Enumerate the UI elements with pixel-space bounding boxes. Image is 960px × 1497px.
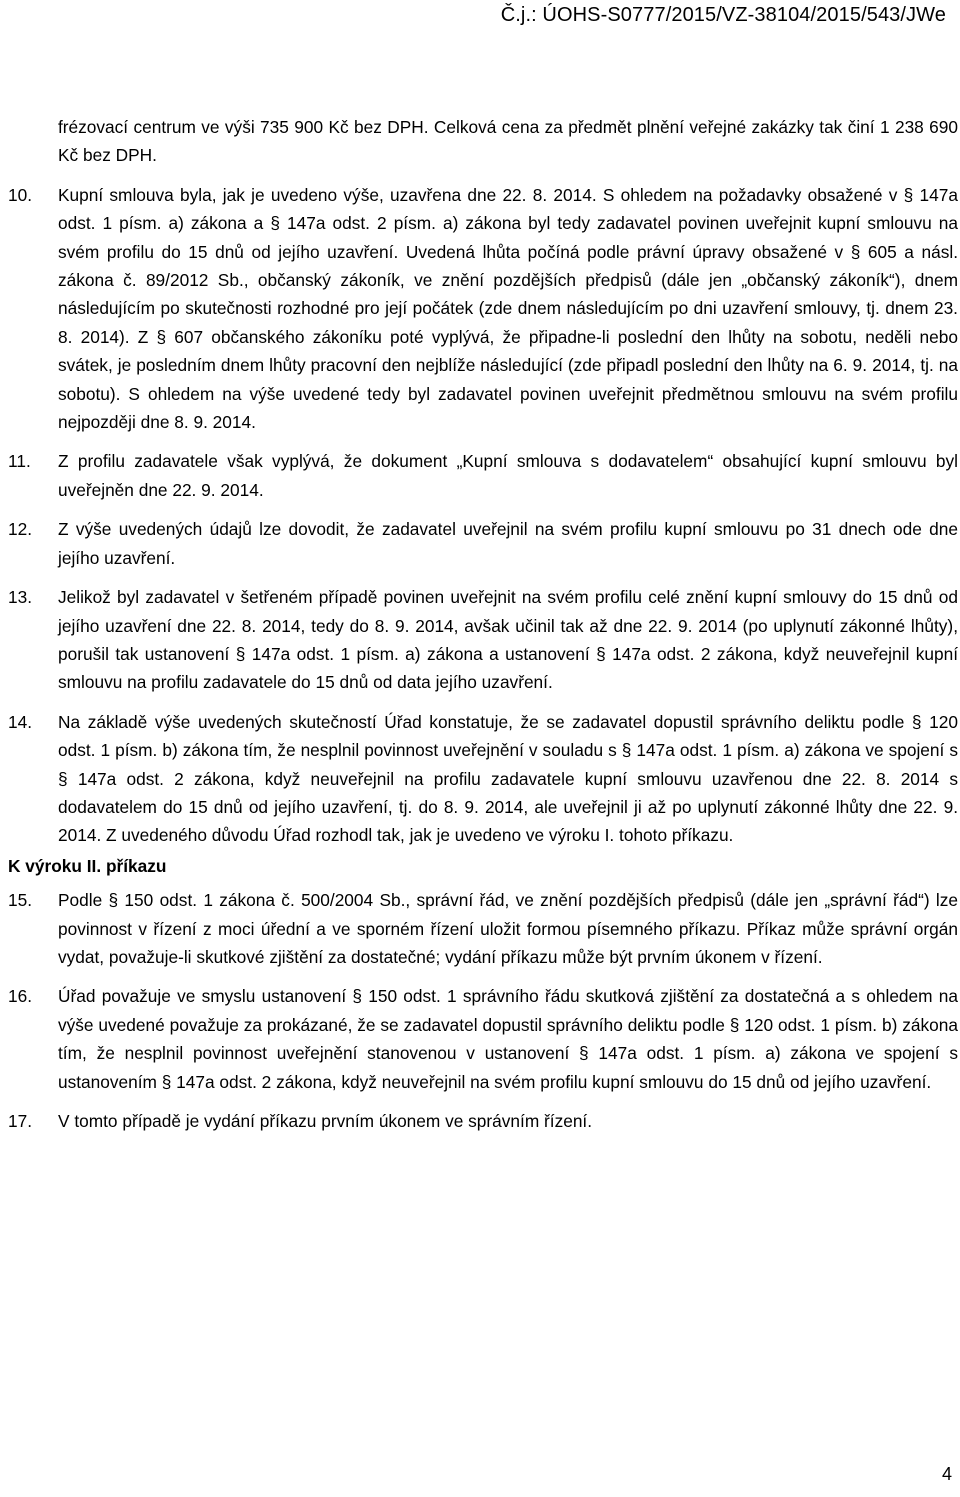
paragraph-11: [8, 447, 958, 504]
paragraph-text: Kupní smlouva byla, jak je uvedeno výše, uzavřena dne 22. 8. 2014. S ohledem na požadavky obsažené v § 147a odst. 1 písm. a) zákona a § 147a odst. 2 písm. a) zákona byl tedy zadavatel povinen uveřejnit kupní smlouvu na svém profilu do 15 dnů od jejího uzavření. Uvedená lhůta počíná podle právní úpravy obsažené v § 605 a násl. zákona č. 89/2012 Sb., občanský zákoník, ve znění pozdějších předpisů (dále jen „občanský zákoník“), dnem následujícím po skutečnosti rozhodné pro její počátek (zde dnem následujícím po dni uzavření smlouvy, tj. dnem 23. 8. 2014). Z § 607 občanského zákoníku poté vyplývá, že připadne-li poslední den lhůty na sobotu, neděli nebo svátek, je posledním dnem lhůty pracovní den nejblíže následující (zde připadl poslední den lhůty na 6. 9. 2014, tj. na sobotu). S ohledem na výše uvedené tedy byl zadavatel povinen uveřejnit předmětnou smlouvu na svém profilu nejpozději dne 8. 9. 2014.: [58, 184, 958, 433]
intro-paragraph: frézovací centrum ve výši 735 900 Kč bez DPH. Celková cena za předmět plnění veřejné zakázky tak činí 1 238 690 Kč bez DPH.: [58, 117, 958, 166]
paragraph-number: 17.: [8, 1111, 33, 1131]
paragraph-14: [8, 708, 958, 850]
paragraph-text: Podle § 150 odst. 1 zákona č. 500/2004 Sb., správní řád, ve znění pozdějších předpisů (dále jen „správní řád“) lze povinnost v řízení z moci úřední a ve sporném řízení uložit formou písemného příkazu. Příkaz může správní orgán vydat, považuje-li skutkové zjištění za dostatečné; vydání příkazu může být prvním úkonem v řízení.: [58, 890, 958, 967]
paragraph-text: Jelikož byl zadavatel v šetřeném případě povinen uveřejnit na svém profilu celé znění kupní smlouvy do 15 dnů od jejího uzavření dne 22. 8. 2014, tedy do 8. 9. 2014, avšak učinil tak až dne 22. 9. 2014 (po uplynutí zákonné lhůty), porušil tak ustanovení § 147a odst. 1 písm. a) zákona a ustanovení § 147a odst. 2 zákona, když neuveřejnil kupní smlouvu na profilu zadavatele do 15 dnů od data jejího uzavření.: [58, 587, 958, 693]
paragraph-number: 11.: [8, 451, 31, 472]
paragraph-text: Z výše uvedených údajů lze dovodit, že zadavatel uveřejnil na svém profilu kupní smlouvu po 31 dnech ode dne jejího uzavření.: [58, 519, 958, 568]
paragraph-16: [8, 982, 958, 1096]
paragraph-12: [8, 515, 958, 572]
paragraph-number: 12.: [8, 519, 33, 540]
paragraph-number: 16.: [8, 986, 33, 1007]
document-body: [8, 113, 958, 1146]
paragraph-text: Úřad považuje ve smyslu ustanovení § 150 odst. 1 správního řádu skutková zjištění za dostatečná a s ohledem na výše uvedené považuje za prokázané, že se zadavatel dopustil správního deliktu podle § 120 odst. 1 písm. b) zákona tím, že nesplnil povinnost uveřejnění stanovenou v ustanovení § 147a odst. 1 písm. a) zákona ve spojení s ustanovením § 147a odst. 2 zákona, když neuveřejnil na svém profilu kupní smlouvu do 15 dnů od jejího uzavření.: [58, 986, 958, 1092]
paragraph-number: 13.: [8, 587, 33, 608]
page-number: 4: [941, 1464, 952, 1484]
paragraph-number: 14.: [8, 711, 33, 732]
paragraph-text: V tomto případě je vydání příkazu prvním úkonem ve správním řízení.: [58, 1111, 593, 1131]
paragraph-number: 10.: [8, 184, 33, 205]
section-heading: K výroku II. příkazu: [8, 855, 167, 876]
paragraph-10: [8, 181, 958, 437]
document-reference-header: Č.j.: ÚOHS-S0777/2015/VZ-38104/2015/543/JWe: [500, 4, 946, 26]
paragraph-text: Z profilu zadavatele však vyplývá, že dokument „Kupní smlouva s dodavatelem“ obsahující kupní smlouvu byl uveřejněn dne 22. 9. 2014.: [58, 451, 958, 500]
paragraph-number: 15.: [8, 890, 33, 911]
paragraph-17: [8, 1107, 958, 1135]
paragraph-13: [8, 583, 958, 697]
paragraph-15: [8, 886, 958, 971]
paragraph-text: Na základě výše uvedených skutečností Úřad konstatuje, že se zadavatel dopustil správního deliktu podle § 120 odst. 1 písm. b) zákona tím, že nesplnil povinnost uveřejnění v souladu s § 147a odst. 1 písm. a) zákona ve spojení s § 147a odst. 2 zákona, když neuveřejnil na profilu zadavatele kupní smlouvu uzavřenou dne 22. 8. 2014 s dodavatelem do 15 dnů od jejího uzavření, tj. do 8. 9. 2014, ale uveřejnil ji až po uplynutí zákonné lhůty dne 22. 9. 2014. Z uvedeného důvodu Úřad rozhodl tak, jak je uvedeno ve výroku I. tohoto příkazu.: [58, 711, 958, 846]
